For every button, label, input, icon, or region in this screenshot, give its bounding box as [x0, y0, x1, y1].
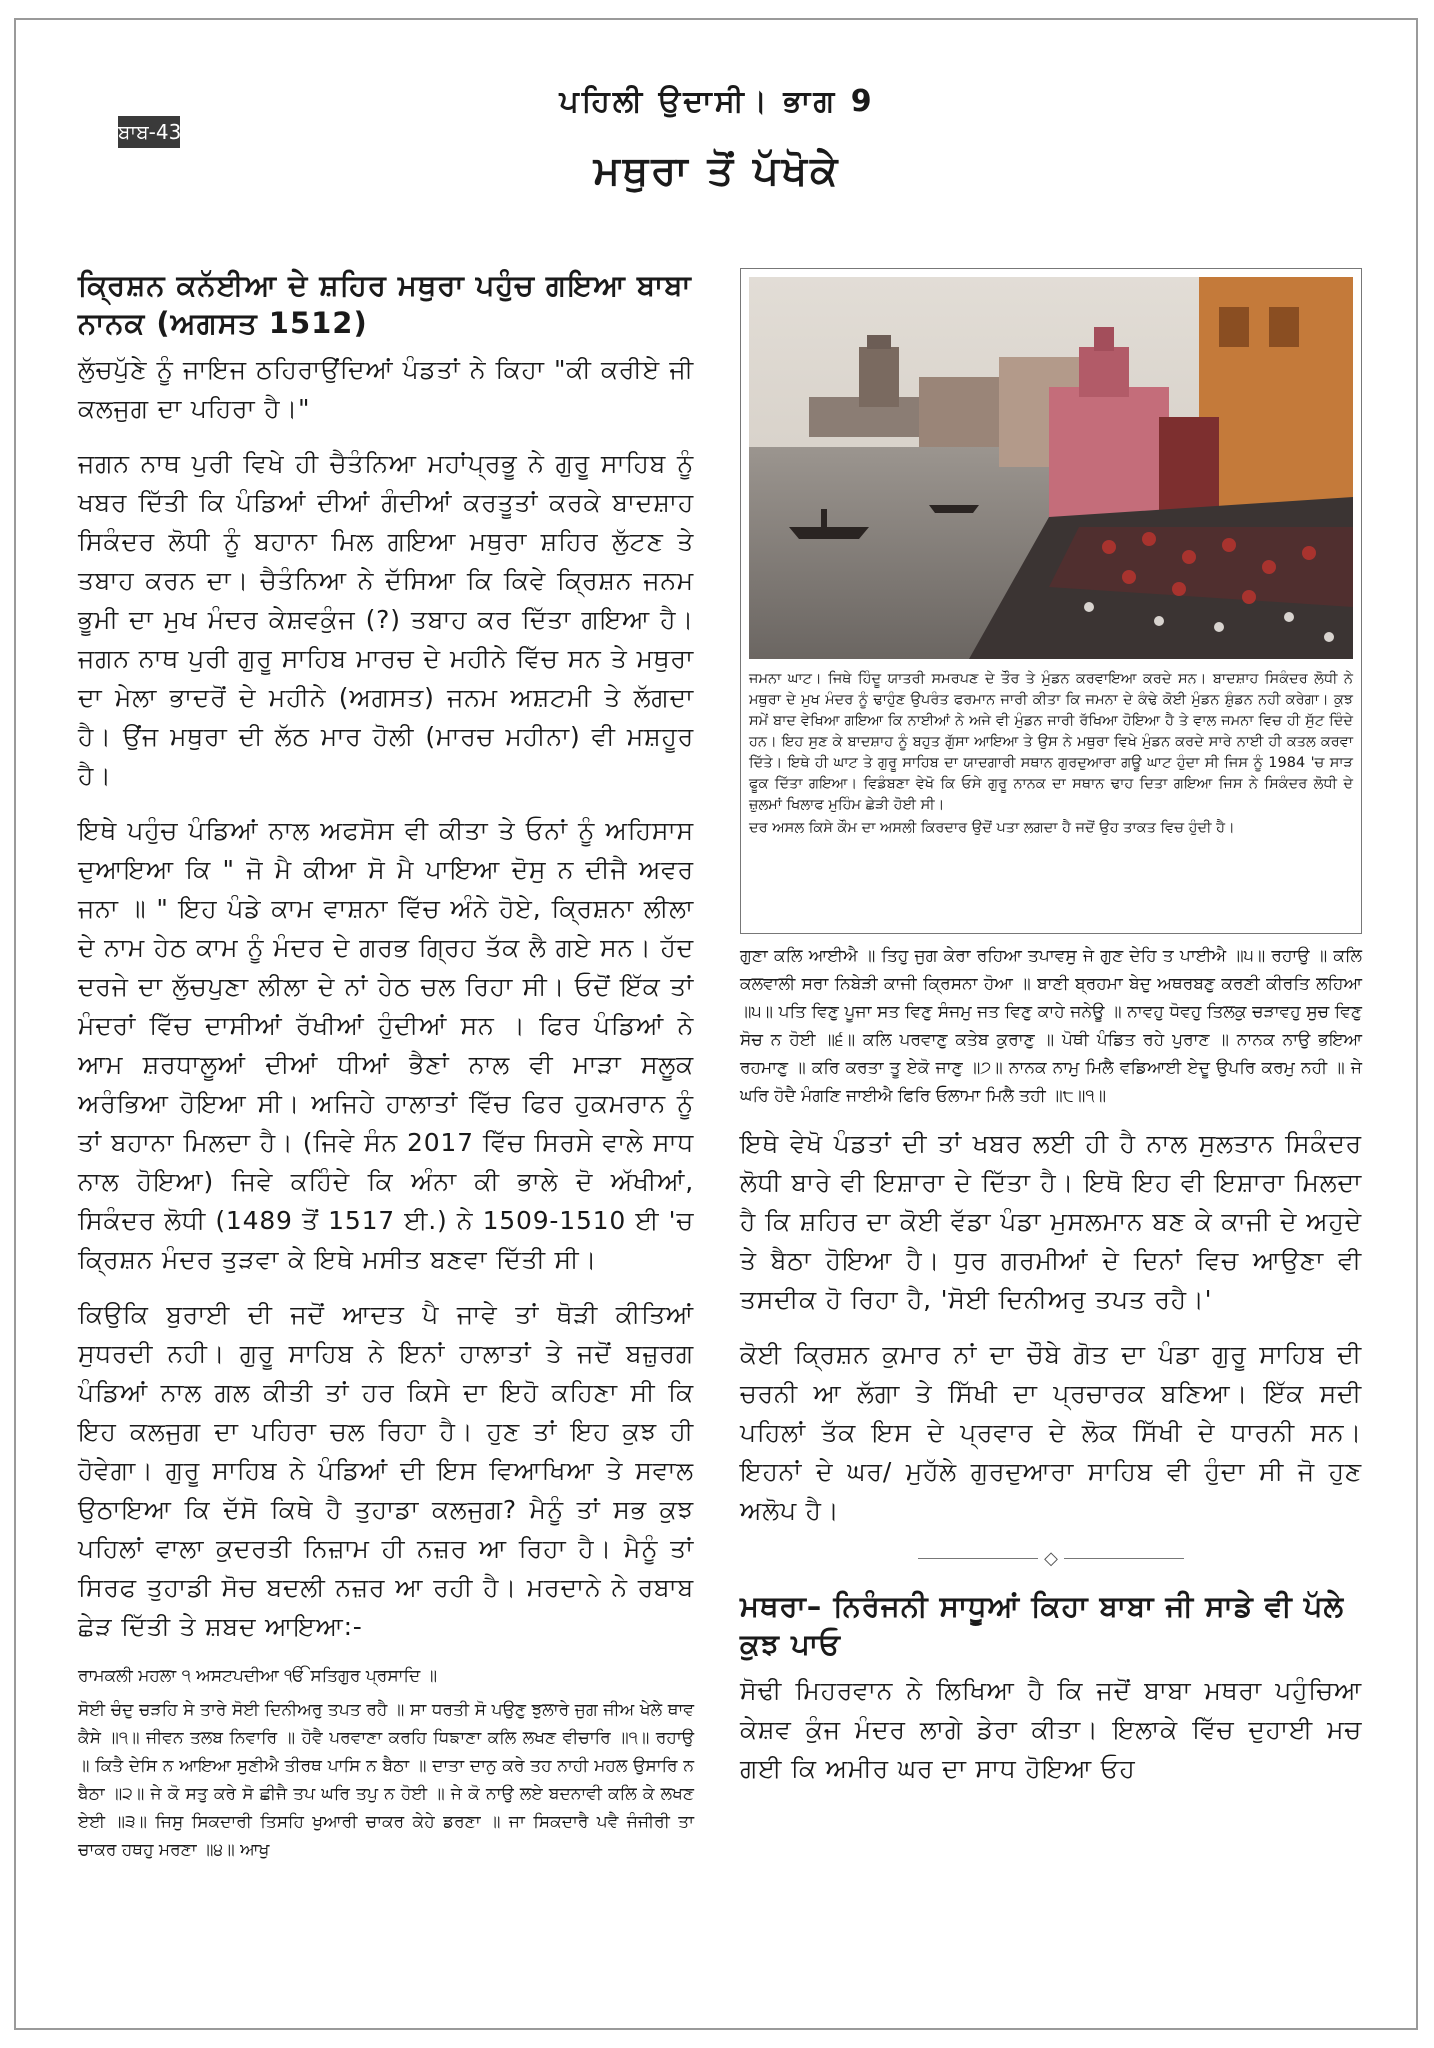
- paragraph: ਇਥੇ ਵੇਖੋ ਪੰਡਤਾਂ ਦੀ ਤਾਂ ਖਬਰ ਲਈ ਹੀ ਹੈ ਨਾਲ ਸੁਲਤਾਨ ਸਿਕੰਦਰ ਲੋਧੀ ਬਾਰੇ ਵੀ ਇਸ਼ਾਰਾ ਦੇ ਦਿੱਤਾ ਹੈ। ਇਥੋ ਇਹ ਵੀ ਇਸ਼ਾਰਾ ਮਿਲਦਾ ਹੈ ਕਿ ਸ਼ਹਿਰ ਦਾ ਕੋਈ ਵੱਡਾ ਪੰਡਾ ਮੁਸਲਮਾਨ ਬਣ ਕੇ ਕਾਜੀ ਦੇ ਅਹੁਦੇ ਤੇ ਬੈਠਾ ਹੋਇਆ ਹੈ। ਧੁਰ ਗਰਮੀਆਂ ਦੇ ਦਿਨਾਂ ਵਿਚ ਆਉਣਾ ਵੀ ਤਸਦੀਕ ਹੋ ਰਿਹਾ ਹੈ, 'ਸੋਈ ਦਿਨੀਅਰੁ ਤਪਤ ਰਹੈ।': [740, 1129, 1362, 1314]
- divider-ornament-icon: ◇: [1044, 1548, 1058, 1569]
- right-column: [740, 268, 1362, 1804]
- paragraph: ਸੋਢੀ ਮਿਹਰਵਾਨ ਨੇ ਲਿਖਿਆ ਹੈ ਕਿ ਜਦੋਂ ਬਾਬਾ ਮਥਰਾ ਪਹੁੰਚਿਆ ਕੇਸ਼ਵ ਕੁੰਜ ਮੰਦਰ ਲਾਗੇ ਡੇਰਾ ਕੀਤਾ। ਇਲਾਕੇ ਵਿੱਚ ਦੁਹਾਈ ਮਚ ਗਈ ਕਿ ਅਮੀਰ ਘਰ ਦਾ ਸਾਧ ਹੋਇਆ ਓਹ: [740, 1676, 1362, 1783]
- ghat-photo-illustration: [749, 277, 1353, 659]
- photo-figure: [740, 268, 1362, 934]
- chapter-badge: ਬਾਬ-43: [118, 116, 180, 148]
- verse-heading: ਰਾਮਕਲੀ ਮਹਲਾ ੧ ਅਸਟਪਦੀਆ ੴ ਸਤਿਗੁਰ ਪ੍ਰਸਾਦਿ ॥: [78, 1666, 438, 1686]
- photo-caption: ਜਮਨਾ ਘਾਟ। ਜਿਥੇ ਹਿੰਦੂ ਯਾਤਰੀ ਸਮਰਪਣ ਦੇ ਤੌਰ ਤੇ ਮੁੰਡਨ ਕਰਵਾਇਆ ਕਰਦੇ ਸਨ। ਬਾਦਸ਼ਾਹ ਸਿਕੰਦਰ ਲੋਧੀ ਨੇ ਮਥੁਰਾ ਦੇ ਮੁਖ ਮੰਦਰ ਨੂੰ ਢਾਹੁੰਣ ਉਪਰੰਤ ਫਰਮਾਨ ਜਾਰੀ ਕੀਤਾ ਕਿ ਜਮਨਾ ਦੇ ਕੰਢੇ ਕੋਈ ਮੁੰਡਨ ਸ਼ੁੰਡਨ ਨਹੀ ਕਰੇਗਾ। ਕੁਝ ਸਮੇਂ ਬਾਦ ਵੇਖਿਆ ਗਇਆ ਕਿ ਨਾਈਆਂ ਨੇ ਅਜੇ ਵੀ ਮੁੰਡਨ ਜਾਰੀ ਰੱਖਿਆ ਹੋਇਆ ਹੈ ਤੇ ਵਾਲ ਜਮਨਾ ਵਿਚ ਹੀ ਸੁੱਟ ਦਿੰਦੇ ਹਨ। ਇਹ ਸੁਣ ਕੇ ਬਾਦਸ਼ਾਹ ਨੂੰ ਬਹੁਤ ਗੁੱਸਾ ਆਇਆ ਤੇ ਉਸ ਨੇ ਮਥੁਰਾ ਵਿਖੇ ਮੁੰਡਨ ਕਰਦੇ ਸਾਰੇ ਨਾਈ ਹੀ ਕਤਲ ਕਰਵਾ ਦਿੱਤੇ। ਇਥੇ ਹੀ ਘਾਟ ਤੇ ਗੁਰੂ ਸਾਹਿਬ ਦਾ ਯਾਦਗਾਰੀ ਸਥਾਨ ਗੁਰਦੁਆਰਾ ਗਊ ਘਾਟ ਹੁੰਦਾ ਸੀ ਜਿਸ ਨੂੰ 1984 'ਚ ਸਾੜ ਫੂਕ ਦਿੱਤਾ ਗਇਆ। ਵਿਡੰਬਣਾ ਵੇਖੋ ਕਿ ਓਸੇ ਗੁਰੂ ਨਾਨਕ ਦਾ ਸਥਾਨ ਢਾਹ ਦਿਤਾ ਗਇਆ ਜਿਸ ਨੇ ਸਿਕੰਦਰ ਲੋਧੀ ਦੇ ਜ਼ੁਲਮਾਂ ਖਿਲਾਫ ਮੁਹਿੰਮ ਛੇੜੀ ਹੋਈ ਸੀ।: [749, 671, 1353, 813]
- paragraph: ਜਗਨ ਨਾਥ ਪੁਰੀ ਵਿਖੇ ਹੀ ਚੈਤੰਨਿਆ ਮਹਾਂਪ੍ਰਭੂ ਨੇ ਗੁਰੂ ਸਾਹਿਬ ਨੂੰ ਖਬਰ ਦਿੱਤੀ ਕਿ ਪੰਡਿਆਂ ਦੀਆਂ ਗੰਦੀਆਂ ਕਰਤੂਤਾਂ ਕਰਕੇ ਬਾਦਸ਼ਾਹ ਸਿਕੰਦਰ ਲੋਧੀ ਨੂੰ ਬਹਾਨਾ ਮਿਲ ਗਇਆ ਮਥੁਰਾ ਸ਼ਹਿਰ ਲੁੱਟਣ ਤੇ ਤਬਾਹ ਕਰਨ ਦਾ। ਚੈਤੰਨਿਆ ਨੇ ਦੱਸਿਆ ਕਿ ਕਿਵੇ ਕ੍ਰਿਸ਼ਨ ਜਨਮ ਭੂਮੀ ਦਾ ਮੁਖ ਮੰਦਰ ਕੇਸ਼ਵਕੁੰਜ (?) ਤਬਾਹ ਕਰ ਦਿੱਤਾ ਗਇਆ ਹੈ। ਜਗਨ ਨਾਥ ਪੁਰੀ ਗੁਰੂ ਸਾਹਿਬ ਮਾਰਚ ਦੇ ਮਹੀਨੇ ਵਿੱਚ ਸਨ ਤੇ ਮਥੁਰਾ ਦਾ ਮੇਲਾ ਭਾਦਰੋਂ ਦੇ ਮਹੀਨੇ (ਅਗਸਤ) ਜਨਮ ਅਸ਼ਟਮੀ ਤੇ ਲੱਗਦਾ ਹੈ। ਉਂਜ ਮਥੁਰਾ ਦੀ ਲੱਠ ਮਾਰ ਹੋਲੀ (ਮਾਰਚ ਮਹੀਨਾ) ਵੀ ਮਸ਼ਹੂਰ ਹੈ।: [78, 449, 694, 790]
- page-title: ਮਥੁਰਾ ਤੋਂ ਪੱਖੋਕੇ: [593, 148, 841, 194]
- ghat-photo: [749, 277, 1353, 659]
- section-heading-mathura: ਕ੍ਰਿਸ਼ਨ ਕਨੱਈਆ ਦੇ ਸ਼ਹਿਰ ਮਥੁਰਾ ਪਹੁੰਚ ਗਇਆ ਬਾਬਾ ਨਾਨਕ (ਅਗਸਤ 1512): [78, 268, 692, 340]
- section-divider: [740, 1548, 1362, 1569]
- paragraph: ਲੁੱਚਪੁੱਣੇ ਨੂੰ ਜਾਇਜ ਠਹਿਰਾਉਂਦਿਆਂ ਪੰਡਤਾਂ ਨੇ ਕਿਹਾ "ਕੀ ਕਰੀਏ ਜੀ ਕਲਜੁਗ ਦਾ ਪਹਿਰਾ ਹੈ।": [78, 355, 694, 423]
- left-column: [78, 266, 694, 1864]
- paragraph: ਇਥੇ ਪਹੁੰਚ ਪੰਡਿਆਂ ਨਾਲ ਅਫਸੋਸ ਵੀ ਕੀਤਾ ਤੇ ਓਨਾਂ ਨੂੰ ਅਹਿਸਾਸ ਦੁਆਇਆ ਕਿ " ਜੋ ਮੈ ਕੀਆ ਸੋ ਮੈ ਪਾਇਆ ਦੋਸੁ ਨ ਦੀਜੈ ਅਵਰ ਜਨਾ ॥ " ਇਹ ਪੰਡੇ ਕਾਮ ਵਾਸ਼ਨਾ ਵਿੱਚ ਅੰਨੇ ਹੋਏ, ਕ੍ਰਿਸ਼ਨਾ ਲੀਲਾ ਦੇ ਨਾਮ ਹੇਠ ਕਾਮ ਨੂੰ ਮੰਦਰ ਦੇ ਗਰਭ ਗ੍ਰਿਹ ਤੱਕ ਲੈ ਗਏ ਸਨ। ਹੱਦ ਦਰਜੇ ਦਾ ਲੁੱਚਪੁਣਾ ਲੀਲਾ ਦੇ ਨਾਂ ਹੇਠ ਚਲ ਰਿਹਾ ਸੀ। ਓਦੋਂ ਇੱਕ ਤਾਂ ਮੰਦਰਾਂ ਵਿੱਚ ਦਾਸੀਆਂ ਰੱਖੀਆਂ ਹੁੰਦੀਆਂ ਸਨ । ਫਿਰ ਪੰਡਿਆਂ ਨੇ ਆਮ ਸ਼ਰਧਾਲੂਆਂ ਦੀਆਂ ਧੀਆਂ ਭੈਣਾਂ ਨਾਲ ਵੀ ਮਾੜਾ ਸਲੂਕ ਅਰੰਭਿਆ ਹੋਇਆ ਸੀ। ਅਜਿਹੇ ਹਾਲਾਤਾਂ ਵਿੱਚ ਫਿਰ ਹੁਕਮਰਾਨ ਨੂੰ ਤਾਂ ਬਹਾਨਾ ਮਿਲਦਾ ਹੈ। (ਜਿਵੇ ਸੰਨ 2017 ਵਿੱਚ ਸਿਰਸੇ ਵਾਲੇ ਸਾਧ ਨਾਲ ਹੋਇਆ) ਜਿਵੇ ਕਹਿੰਦੇ ਕਿ ਅੰਨਾ ਕੀ ਭਾਲੇ ਦੋ ਅੱਖੀਆਂ, ਸਿਕੰਦਰ ਲੋਧੀ (1489 ਤੋਂ 1517 ਈ.) ਨੇ 1509-1510 ਈ 'ਚ ਕ੍ਰਿਸ਼ਨ ਮੰਦਰ ਤੁੜਵਾ ਕੇ ਇਥੇ ਮਸੀਤ ਬਣਵਾ ਦਿੱਤੀ ਸੀ।: [78, 816, 694, 1274]
- section-heading-niranjani: ਮਥਰਾ– ਨਿਰੰਜਨੀ ਸਾਧੂਆਂ ਕਿਹਾ ਬਾਬਾ ਜੀ ਸਾਡੇ ਵੀ ਪੱਲੇ ਕੁਝ ਪਾਓ: [740, 1589, 1345, 1661]
- verse-continuation: ਗੁਣਾ ਕਲਿ ਆਈਐ ॥ ਤਿਹੁ ਜੁਗ ਕੇਰਾ ਰਹਿਆ ਤਪਾਵਸੁ ਜੇ ਗੁਣ ਦੇਹਿ ਤ ਪਾਈਐ ॥੫॥ ਰਹਾਉ ॥ ਕਲਿ ਕਲਵਾਲੀ ਸਰਾ ਨਿਬੇੜੀ ਕਾਜੀ ਕ੍ਰਿਸਨਾ ਹੋਆ ॥ ਬਾਣੀ ਬ੍ਰਹਮਾ ਬੇਦੁ ਅਥਰਬਣੁ ਕਰਣੀ ਕੀਰਤਿ ਲਹਿਆ ॥੫॥ ਪਤਿ ਵਿਣੁ ਪੂਜਾ ਸਤ ਵਿਣੁ ਸੰਜਮੁ ਜਤ ਵਿਣੁ ਕਾਹੇ ਜਨੇਊ ॥ ਨਾਵਹੁ ਧੋਵਹੁ ਤਿਲਕੁ ਚੜਾਵਹੁ ਸੁਚ ਵਿਣੁ ਸੋਚ ਨ ਹੋਈ ॥੬॥ ਕਲਿ ਪਰਵਾਣੁ ਕਤੇਬ ਕੁਰਾਣੁ ॥ ਪੋਥੀ ਪੰਡਿਤ ਰਹੇ ਪੁਰਾਣ ॥ ਨਾਨਕ ਨਾਉ ਭਇਆ ਰਹਮਾਣੁ ॥ ਕਰਿ ਕਰਤਾ ਤੂ ਏਕੋ ਜਾਣੁ ॥੭॥ ਨਾਨਕ ਨਾਮੁ ਮਿਲੈ ਵਡਿਆਈ ਏਦੂ ਉਪਰਿ ਕਰਮੁ ਨਹੀ ॥ ਜੇ ਘਰਿ ਹੋਦੈ ਮੰਗਣਿ ਜਾਈਐ ਫਿਰਿ ਓਲਾਮਾ ਮਿਲੈ ਤਹੀ ॥੮॥੧॥: [740, 946, 1362, 1106]
- photo-caption-note: ਦਰ ਅਸਲ ਕਿਸੇ ਕੌਮ ਦਾ ਅਸਲੀ ਕਿਰਦਾਰ ਉਦੋਂ ਪਤਾ ਲਗਦਾ ਹੈ ਜਦੋਂ ਉਹ ਤਾਕਤ ਵਿਚ ਹੁੰਦੀ ਹੈ।: [749, 820, 1235, 836]
- verse-text: ਸੋਈ ਚੰਦੁ ਚੜਹਿ ਸੇ ਤਾਰੇ ਸੋਈ ਦਿਨੀਅਰੁ ਤਪਤ ਰਹੈ ॥ ਸਾ ਧਰਤੀ ਸੋ ਪਉਣੁ ਝੁਲਾਰੇ ਜੁਗ ਜੀਅ ਖੇਲੇ ਥਾਵ ਕੈਸੇ ॥੧॥ ਜੀਵਨ ਤਲਬ ਨਿਵਾਰਿ ॥ ਹੋਵੈ ਪਰਵਾਣਾ ਕਰਹਿ ਧਿਙਾਣਾ ਕਲਿ ਲਖਣ ਵੀਚਾਰਿ ॥੧॥ ਰਹਾਉ ॥ ਕਿਤੈ ਦੇਸਿ ਨ ਆਇਆ ਸੁਣੀਐ ਤੀਰਥ ਪਾਸਿ ਨ ਬੈਠਾ ॥ ਦਾਤਾ ਦਾਨੁ ਕਰੇ ਤਹ ਨਾਹੀ ਮਹਲ ਉਸਾਰਿ ਨ ਬੈਠਾ ॥੨॥ ਜੇ ਕੋ ਸਤੁ ਕਰੇ ਸੋ ਛੀਜੈ ਤਪ ਘਰਿ ਤਪੁ ਨ ਹੋਈ ॥ ਜੇ ਕੋ ਨਾਉ ਲਏ ਬਦਨਾਵੀ ਕਲਿ ਕੇ ਲਖਣ ਏਈ ॥੩॥ ਜਿਸੁ ਸਿਕਦਾਰੀ ਤਿਸਹਿ ਖੁਆਰੀ ਚਾਕਰ ਕੇਹੇ ਡਰਣਾ ॥ ਜਾ ਸਿਕਦਾਰੈ ਪਵੈ ਜੰਜੀਰੀ ਤਾ ਚਾਕਰ ਹਥਹੁ ਮਰਣਾ ॥੪॥ ਆਖੁ: [78, 1700, 694, 1860]
- series-title: ਪਹਿਲੀ ਉਦਾਸੀ। ਭਾਗ 9: [559, 84, 875, 119]
- paragraph: ਕੋਈ ਕ੍ਰਿਸ਼ਨ ਕੁਮਾਰ ਨਾਂ ਦਾ ਚੌਬੇ ਗੋਤ ਦਾ ਪੰਡਾ ਗੁਰੂ ਸਾਹਿਬ ਦੀ ਚਰਨੀ ਆ ਲੱਗਾ ਤੇ ਸਿੱਖੀ ਦਾ ਪ੍ਰਚਾਰਕ ਬਣਿਆ। ਇੱਕ ਸਦੀ ਪਹਿਲਾਂ ਤੱਕ ਇਸ ਦੇ ਪ੍ਰਵਾਰ ਦੇ ਲੋਕ ਸਿੱਖੀ ਦੇ ਧਾਰਨੀ ਸਨ। ਇਹਨਾਂ ਦੇ ਘਰ/ ਮੁਹੱਲੇ ਗੁਰਦੁਆਰਾ ਸਾਹਿਬ ਵੀ ਹੁੰਦਾ ਸੀ ਜੋ ਹੁਣ ਅਲੋਪ ਹੈ।: [740, 1340, 1362, 1525]
- paragraph: ਕਿਉਕਿ ਬੁਰਾਈ ਦੀ ਜਦੋਂ ਆਦਤ ਪੈ ਜਾਵੇ ਤਾਂ ਥੋੜੀ ਕੀਤਿਆਂ ਸੁਧਰਦੀ ਨਹੀ। ਗੁਰੂ ਸਾਹਿਬ ਨੇ ਇਨਾਂ ਹਾਲਾਤਾਂ ਤੇ ਜਦੋਂ ਬਜ਼ੁਰਗ ਪੰਡਿਆਂ ਨਾਲ ਗਲ ਕੀਤੀ ਤਾਂ ਹਰ ਕਿਸੇ ਦਾ ਇਹੋ ਕਹਿਣਾ ਸੀ ਕਿ ਇਹ ਕਲਜੁਗ ਦਾ ਪਹਿਰਾ ਚਲ ਰਿਹਾ ਹੈ। ਹੁਣ ਤਾਂ ਇਹ ਕੁਝ ਹੀ ਹੋਵੇਗਾ। ਗੁਰੂ ਸਾਹਿਬ ਨੇ ਪੰਡਿਆਂ ਦੀ ਇਸ ਵਿਆਖਿਆ ਤੇ ਸਵਾਲ ਉਠਾਇਆ ਕਿ ਦੱਸੋ ਕਿਥੇ ਹੈ ਤੁਹਾਡਾ ਕਲਜੁਗ? ਮੈਨੂੰ ਤਾਂ ਸਭ ਕੁਝ ਪਹਿਲਾਂ ਵਾਲਾ ਕੁਦਰਤੀ ਨਿਜ਼ਾਮ ਹੀ ਨਜ਼ਰ ਆ ਰਿਹਾ ਹੈ। ਮੈਨੂੰ ਤਾਂ ਸਿਰਫ ਤੁਹਾਡੀ ਸੋਚ ਬਦਲੀ ਨਜ਼ਰ ਆ ਰਹੀ ਹੈ। ਮਰਦਾਨੇ ਨੇ ਰਬਾਬ ਛੇੜ ਦਿੱਤੀ ਤੇ ਸ਼ਬਦ ਆਇਆ:-: [78, 1300, 694, 1641]
